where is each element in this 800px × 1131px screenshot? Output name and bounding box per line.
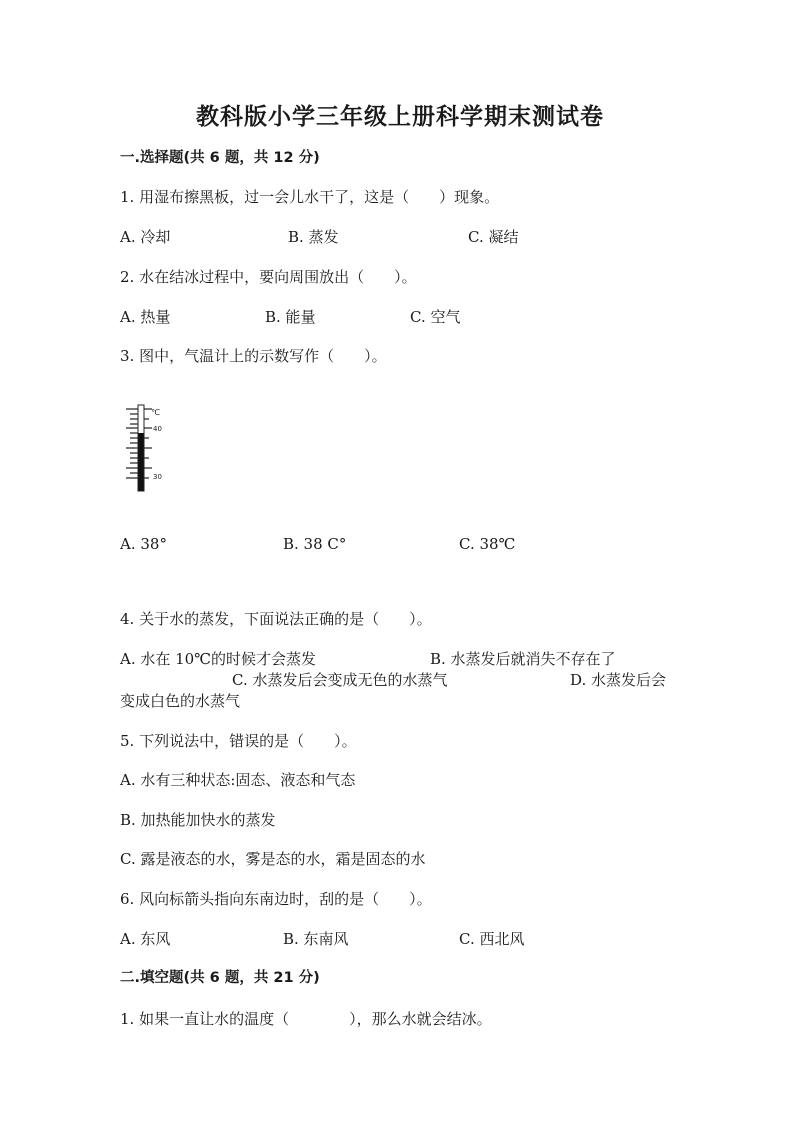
page-title: 教科版小学三年级上册科学期末测试卷 — [196, 103, 604, 130]
thermometer-figure — [122, 403, 182, 495]
thermometer-label-30: 30 — [153, 473, 162, 481]
q5-option-a: A. 水有三种状态:固态、液态和气态 — [120, 771, 356, 789]
question-4-stem: 4. 关于水的蒸发，下面说法正确的是（ ）。 — [120, 610, 432, 628]
q2-option-a: A. 热量 — [120, 308, 171, 326]
q4-option-b: B. 水蒸发后就消失不存在了 — [430, 650, 616, 668]
section-heading-fill-blank: 二.填空题(共 6 题，共 21 分) — [120, 970, 320, 986]
question-3-stem: 3. 图中，气温计上的示数写作（ ）。 — [120, 347, 387, 365]
q6-option-a: A. 东风 — [120, 930, 171, 948]
q4-option-a: A. 水在 10℃的时候才会蒸发 — [120, 650, 317, 668]
q6-option-b: B. 东南风 — [283, 930, 349, 948]
q1-option-a: A. 冷却 — [120, 228, 171, 246]
q4-option-d-continued: 变成白色的水蒸气 — [120, 692, 241, 710]
q5-option-b: B. 加热能加快水的蒸发 — [120, 811, 276, 829]
question-2-stem: 2. 水在结冰过程中，要向周围放出（ ）。 — [120, 268, 417, 286]
q3-option-a: A. 38° — [120, 535, 167, 553]
q4-option-d: D. 水蒸发后会 — [570, 671, 667, 689]
q1-option-c: C. 凝结 — [468, 228, 519, 246]
question-5-stem: 5. 下列说法中，错误的是（ ）。 — [120, 732, 357, 750]
q1-option-b: B. 蒸发 — [288, 228, 339, 246]
thermometer-unit: ℃ — [151, 408, 160, 417]
q3-option-b: B. 38 C° — [283, 535, 347, 553]
q4-option-c: C. 水蒸发后会变成无色的水蒸气 — [232, 671, 448, 689]
q2-option-c: C. 空气 — [410, 308, 461, 326]
fill-question-1-stem: 1. 如果一直让水的温度（ ），那么水就会结冰。 — [120, 1010, 492, 1028]
section-heading-choice: 一.选择题(共 6 题，共 12 分) — [120, 150, 320, 166]
thermometer-label-40: 40 — [153, 425, 162, 433]
q2-option-b: B. 能量 — [265, 308, 316, 326]
question-1-stem: 1. 用湿布擦黑板，过一会儿水干了，这是（ ）现象。 — [120, 188, 500, 206]
question-6-stem: 6. 风向标箭头指向东南边时，刮的是（ ）。 — [120, 890, 432, 908]
q3-option-c: C. 38℃ — [459, 535, 516, 553]
q5-option-c: C. 露是液态的水，雾是态的水，霜是固态的水 — [120, 850, 426, 868]
q6-option-c: C. 西北风 — [459, 930, 525, 948]
